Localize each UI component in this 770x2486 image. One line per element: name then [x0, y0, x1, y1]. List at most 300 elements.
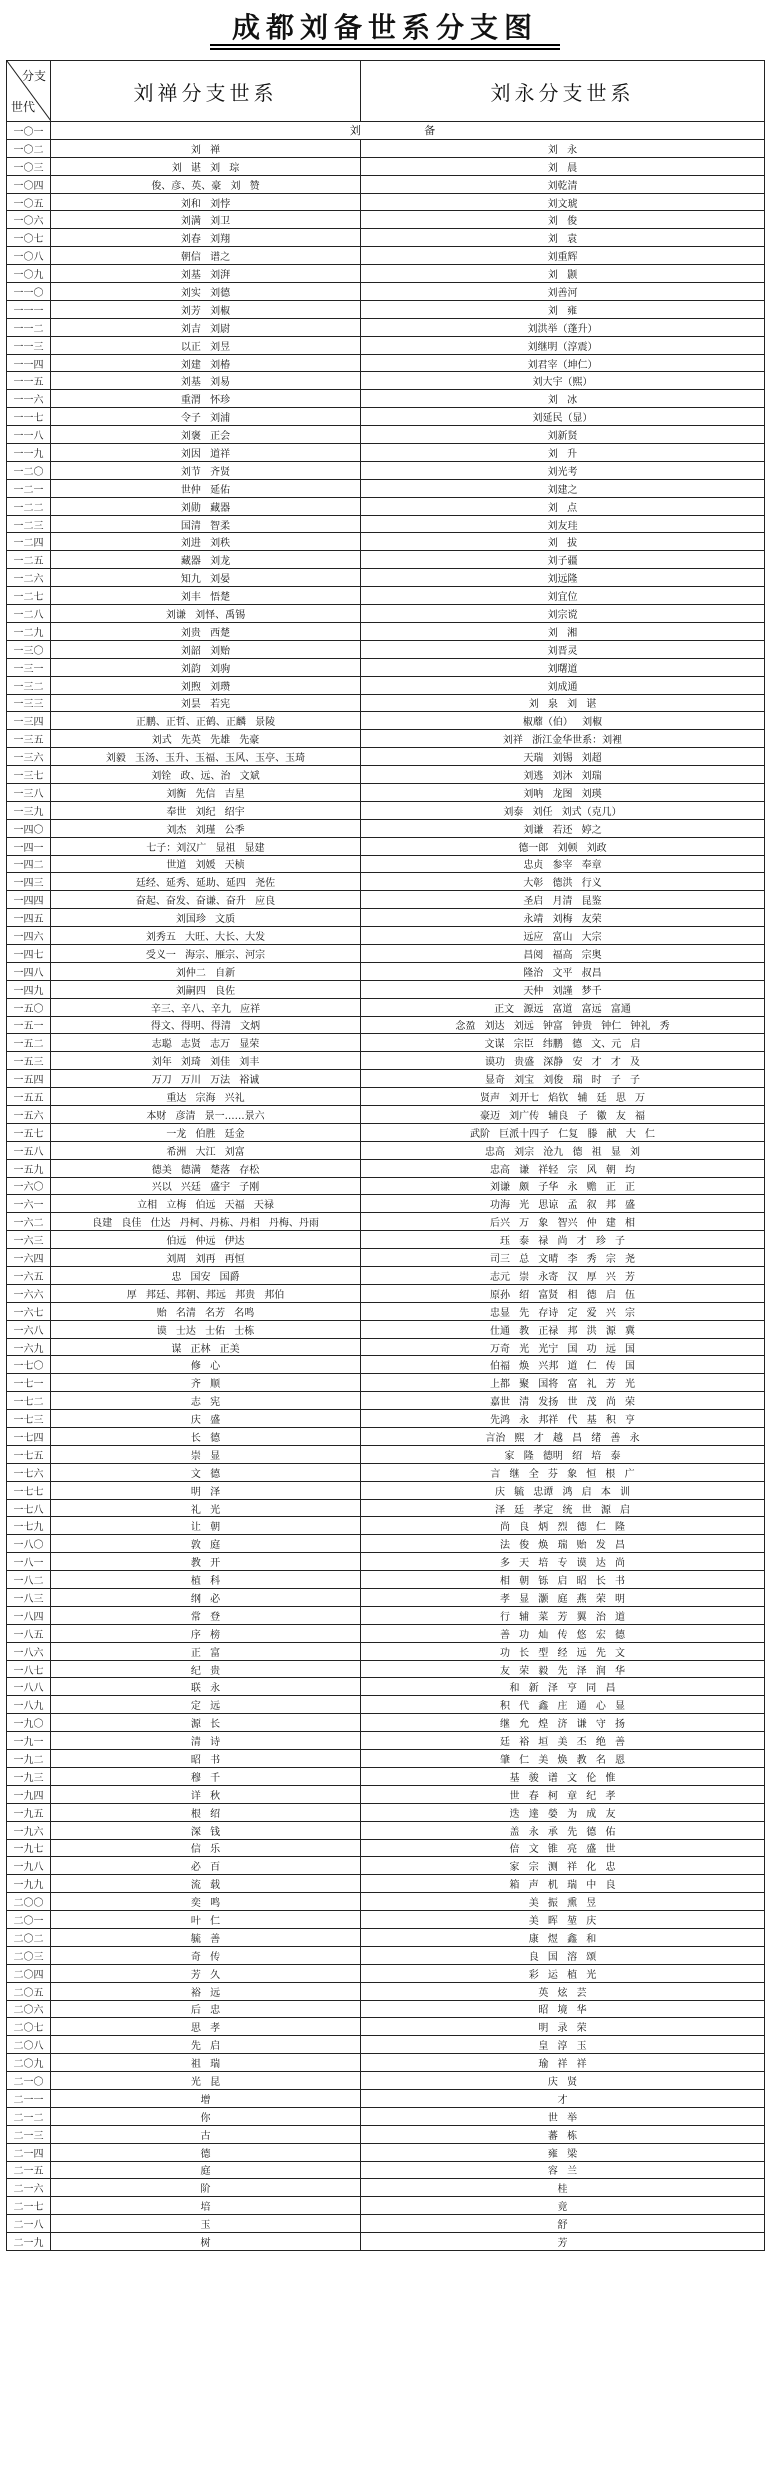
generation-number: 一五四	[7, 1070, 51, 1088]
generation-row	[7, 122, 765, 140]
generation-number: 一四四	[7, 891, 51, 909]
generation-row	[7, 193, 765, 211]
liu-shan-branch-cell: 联 永	[51, 1678, 361, 1696]
page-title: 成都刘备世系分支图	[231, 11, 538, 44]
liu-yong-branch-cell: 刘祥 浙江金华世系：刘裡	[361, 730, 765, 748]
liu-shan-branch-cell: 刘和 刘悖	[51, 193, 361, 211]
generation-row	[7, 1946, 765, 1964]
generation-number: 一六五	[7, 1267, 51, 1285]
liu-shan-branch-cell: 毓 善	[51, 1928, 361, 1946]
liu-shan-branch-cell: 刘满 刘卫	[51, 211, 361, 229]
generation-number: 二〇三	[7, 1946, 51, 1964]
generation-number: 一一九	[7, 444, 51, 462]
liu-yong-branch-cell: 言治 熙 才 越 昌 绪 善 永	[361, 1428, 765, 1446]
liu-shan-branch-cell: 俊、彦、英、豪 刘 赞	[51, 175, 361, 193]
generation-number: 二一八	[7, 2215, 51, 2233]
generation-number: 一二六	[7, 569, 51, 587]
generation-number: 一六二	[7, 1213, 51, 1231]
generation-number: 一六七	[7, 1302, 51, 1320]
liu-shan-branch-cell: 刘煦 刘瓒	[51, 676, 361, 694]
generation-row	[7, 1678, 765, 1696]
liu-yong-branch-cell: 才	[361, 2089, 765, 2107]
liu-shan-branch-cell: 刘贵 西楚	[51, 622, 361, 640]
liu-yong-branch-cell: 家 隆 德明 绍 培 泰	[361, 1445, 765, 1463]
liu-yong-branch-cell: 英 炫 芸	[361, 1982, 765, 2000]
liu-shan-branch-cell: 纲 必	[51, 1589, 361, 1607]
liu-yong-branch-cell: 万奇 光 光宁 国 功 远 国	[361, 1338, 765, 1356]
liu-shan-branch-cell: 重达 宗海 兴礼	[51, 1088, 361, 1106]
generation-number: 一七九	[7, 1517, 51, 1535]
liu-yong-branch-cell: 刘 晨	[361, 157, 765, 175]
liu-yong-branch-cell: 仕通 教 正禄 邦 洪 源 冀	[361, 1320, 765, 1338]
generation-row	[7, 1660, 765, 1678]
generation-row	[7, 998, 765, 1016]
liu-shan-branch-cell: 厚 邦廷、邦朝、邦远 邦贵 邦伯	[51, 1284, 361, 1302]
generation-row	[7, 658, 765, 676]
liu-yong-branch-cell: 正文 源远 富道 富远 富通	[361, 998, 765, 1016]
generation-row	[7, 1284, 765, 1302]
generation-row	[7, 891, 765, 909]
liu-yong-branch-cell: 司三 总 文晴 李 秀 宗 尧	[361, 1249, 765, 1267]
generation-row	[7, 605, 765, 623]
liu-yong-branch-cell: 后兴 万 象 智兴 仲 建 相	[361, 1213, 765, 1231]
liu-shan-branch-cell: 古	[51, 2125, 361, 2143]
liu-yong-branch-cell: 刘 俊	[361, 211, 765, 229]
liu-shan-branch-cell: 刘年 刘琦 刘佳 刘丰	[51, 1052, 361, 1070]
liu-yong-branch-cell: 圣启 月清 昆鉴	[361, 891, 765, 909]
generation-number: 一五一	[7, 1016, 51, 1034]
generation-number: 一一四	[7, 354, 51, 372]
liu-shan-branch-cell: 刘因 道祥	[51, 444, 361, 462]
generation-row	[7, 766, 765, 784]
liu-yong-branch-cell: 刘君宰（坤仁）	[361, 354, 765, 372]
generation-row	[7, 247, 765, 265]
liu-shan-branch-cell: 昭 书	[51, 1750, 361, 1768]
liu-yong-branch-cell: 康 煜 鑫 和	[361, 1928, 765, 1946]
generation-number: 二〇九	[7, 2054, 51, 2072]
generation-number: 一三〇	[7, 640, 51, 658]
liu-yong-branch-cell: 桂	[361, 2179, 765, 2197]
liu-yong-branch-cell: 友 荣 毅 先 泽 润 华	[361, 1660, 765, 1678]
generation-number: 一二七	[7, 587, 51, 605]
generation-row	[7, 1267, 765, 1285]
liu-yong-branch-cell: 刘成通	[361, 676, 765, 694]
generation-number: 二一五	[7, 2161, 51, 2179]
generation-row	[7, 1481, 765, 1499]
generation-number: 一五五	[7, 1088, 51, 1106]
generation-number: 二〇五	[7, 1982, 51, 2000]
liu-shan-branch-cell: 树	[51, 2233, 361, 2251]
liu-yong-branch-cell: 刘逃 刘沐 刘瑞	[361, 766, 765, 784]
generation-number: 一八四	[7, 1606, 51, 1624]
liu-shan-branch-cell: 世道 刘媛 天桢	[51, 855, 361, 873]
generation-number: 二〇一	[7, 1911, 51, 1929]
generation-number: 二一六	[7, 2179, 51, 2197]
generation-row	[7, 318, 765, 336]
liu-yong-branch-cell: 谟功 贵盛 深静 安 才 才 及	[361, 1052, 765, 1070]
liu-yong-branch-cell: 珏 泰 禄 尚 才 珍 子	[361, 1231, 765, 1249]
generation-row	[7, 533, 765, 551]
liu-shan-branch-cell: 刘丰 悟楚	[51, 587, 361, 605]
liu-yong-branch-cell: 刘 颢	[361, 265, 765, 283]
generation-row	[7, 1428, 765, 1446]
generation-number: 一二八	[7, 605, 51, 623]
liu-shan-branch-cell: 刘周 刘再 再恒	[51, 1249, 361, 1267]
liu-yong-branch-cell: 刘建之	[361, 479, 765, 497]
liu-yong-branch-cell: 芳	[361, 2233, 765, 2251]
liu-yong-branch-cell: 忠高 谦 祥轻 宗 风 朝 均	[361, 1159, 765, 1177]
liu-yong-branch-cell: 嘉世 清 发扬 世 茂 尚 荣	[361, 1392, 765, 1410]
liu-shan-branch-cell: 增	[51, 2089, 361, 2107]
generation-row	[7, 1123, 765, 1141]
generation-number: 一四七	[7, 944, 51, 962]
generation-number: 一三三	[7, 694, 51, 712]
generation-row	[7, 640, 765, 658]
liu-shan-branch-cell: 德	[51, 2143, 361, 2161]
liu-shan-branch-cell: 让 朝	[51, 1517, 361, 1535]
liu-shan-branch-cell: 文 德	[51, 1463, 361, 1481]
generation-row	[7, 748, 765, 766]
generation-number: 一二一	[7, 479, 51, 497]
liu-yong-branch-cell: 刘善河	[361, 283, 765, 301]
liu-yong-branch-cell: 刘泰 刘任 刘式（克几）	[361, 801, 765, 819]
generation-number: 二一四	[7, 2143, 51, 2161]
liu-shan-branch-cell: 万刀 万川 万法 裕诚	[51, 1070, 361, 1088]
generation-row	[7, 1302, 765, 1320]
generation-number: 一一六	[7, 390, 51, 408]
liu-yong-branch-cell: 箱 声 机 瑞 中 良	[361, 1875, 765, 1893]
generation-row	[7, 2161, 765, 2179]
generation-row	[7, 551, 765, 569]
liu-shan-branch-cell: 刘国珍 文质	[51, 909, 361, 927]
generation-row	[7, 2197, 765, 2215]
liu-yong-branch-cell: 竟	[361, 2197, 765, 2215]
liu-yong-branch-cell: 刘光考	[361, 461, 765, 479]
liu-yong-branch-cell: 昌阅 福高 宗奥	[361, 944, 765, 962]
generation-number: 一八三	[7, 1589, 51, 1607]
generation-row	[7, 1875, 765, 1893]
generation-row	[7, 1803, 765, 1821]
generation-number: 一九一	[7, 1732, 51, 1750]
generation-number: 一四二	[7, 855, 51, 873]
generation-number: 一七六	[7, 1463, 51, 1481]
generation-number: 一一〇	[7, 283, 51, 301]
liu-yong-branch-cell: 蕃 栋	[361, 2125, 765, 2143]
generation-number: 一七三	[7, 1410, 51, 1428]
liu-yong-branch-cell: 刘子疆	[361, 551, 765, 569]
liu-yong-branch-cell: 容 兰	[361, 2161, 765, 2179]
liu-shan-branch-cell: 芳 久	[51, 1964, 361, 1982]
generation-number: 一一五	[7, 372, 51, 390]
liu-shan-branch-cell: 刘 禅	[51, 139, 361, 157]
liu-shan-branch-cell: 源 长	[51, 1714, 361, 1732]
liu-shan-branch-cell: 定 远	[51, 1696, 361, 1714]
liu-yong-branch-cell: 大彰 德洪 行义	[361, 873, 765, 891]
generation-row	[7, 175, 765, 193]
generation-number: 一三七	[7, 766, 51, 784]
generation-number: 一五九	[7, 1159, 51, 1177]
generation-number: 二〇二	[7, 1928, 51, 1946]
generation-row	[7, 2107, 765, 2125]
generation-number: 一二九	[7, 622, 51, 640]
generation-row	[7, 1714, 765, 1732]
liu-yong-branch-cell: 刘 升	[361, 444, 765, 462]
liu-yong-branch-cell: 肇 仁 美 焕 教 名 恩	[361, 1750, 765, 1768]
generation-number: 二一三	[7, 2125, 51, 2143]
generation-number: 一二二	[7, 497, 51, 515]
generation-number: 一三六	[7, 748, 51, 766]
generation-number: 二〇八	[7, 2036, 51, 2054]
generation-row	[7, 515, 765, 533]
liu-yong-branch-cell: 家 宗 测 祥 化 忠	[361, 1857, 765, 1875]
liu-shan-branch-cell: 刘韶 刘贻	[51, 640, 361, 658]
liu-yong-branch-cell: 刘谦 颇 子华 永 赡 正 正	[361, 1177, 765, 1195]
liu-yong-branch-cell: 多 天 培 专 谟 达 尚	[361, 1553, 765, 1571]
liu-shan-branch-cell: 玉	[51, 2215, 361, 2233]
generation-number: 一四〇	[7, 819, 51, 837]
generation-number: 一七二	[7, 1392, 51, 1410]
liu-shan-branch-cell: 谟 士达 士佑 士栋	[51, 1320, 361, 1338]
liu-shan-branch-cell: 刘秀五 大旺、大长、大发	[51, 927, 361, 945]
liu-shan-branch-cell: 奇 传	[51, 1946, 361, 1964]
liu-shan-branch-cell: 刘杰 刘瑾 公季	[51, 819, 361, 837]
liu-shan-branch-cell: 穆 千	[51, 1767, 361, 1785]
liu-shan-branch-cell: 齐 顺	[51, 1374, 361, 1392]
liu-yong-branch-cell: 伯福 焕 兴邦 道 仁 传 国	[361, 1356, 765, 1374]
ancestor-cell: 刘 备	[51, 122, 765, 140]
liu-yong-branch-cell: 刘 永	[361, 139, 765, 157]
liu-shan-branch-cell: 刘昙 若宪	[51, 694, 361, 712]
liu-yong-branch-cell: 刘文琥	[361, 193, 765, 211]
generation-row	[7, 1213, 765, 1231]
generation-row	[7, 1911, 765, 1929]
liu-yong-branch-cell: 先鸿 永 邦祥 代 基 积 亨	[361, 1410, 765, 1428]
generation-row	[7, 1356, 765, 1374]
liu-yong-branch-cell: 刘重辉	[361, 247, 765, 265]
liu-yong-branch-cell: 舒	[361, 2215, 765, 2233]
liu-yong-branch-cell: 隆治 文平 叔昌	[361, 962, 765, 980]
generation-row	[7, 1767, 765, 1785]
generation-row	[7, 1517, 765, 1535]
generation-number: 一〇八	[7, 247, 51, 265]
generation-row	[7, 1445, 765, 1463]
liu-shan-branch-cell: 崇 显	[51, 1445, 361, 1463]
generation-number: 一六〇	[7, 1177, 51, 1195]
liu-shan-branch-cell: 德美 德满 楚落 存松	[51, 1159, 361, 1177]
generation-row	[7, 2000, 765, 2018]
liu-yong-branch-cell: 天瑞 刘锡 刘超	[361, 748, 765, 766]
liu-shan-branch-cell: 良建 良佳 仕达 丹柯、丹栋、丹相 丹梅、丹雨	[51, 1213, 361, 1231]
generation-row	[7, 1338, 765, 1356]
liu-yong-branch-cell: 文谋 宗臣 纬鹏 德 文、元 启	[361, 1034, 765, 1052]
generation-row	[7, 1410, 765, 1428]
liu-shan-branch-cell: 奉世 刘纪 绍宇	[51, 801, 361, 819]
generation-row	[7, 1463, 765, 1481]
liu-yong-branch-cell: 尚 良 炳 烈 德 仁 隆	[361, 1517, 765, 1535]
generation-row	[7, 569, 765, 587]
liu-shan-branch-cell: 希洲 大江 刘富	[51, 1141, 361, 1159]
generation-number: 一六四	[7, 1249, 51, 1267]
liu-yong-branch-cell: 基 骏 谱 文 伦 惟	[361, 1767, 765, 1785]
generation-number: 一九九	[7, 1875, 51, 1893]
generation-row	[7, 2233, 765, 2251]
generation-row	[7, 1964, 765, 1982]
liu-yong-branch-cell: 盖 永 承 先 德 佑	[361, 1821, 765, 1839]
generation-number: 一八七	[7, 1660, 51, 1678]
generation-row	[7, 1606, 765, 1624]
corner-branch-label: 分支	[21, 69, 46, 83]
liu-shan-branch-cell: 教 开	[51, 1553, 361, 1571]
liu-yong-branch-cell: 刘宜位	[361, 587, 765, 605]
generation-row	[7, 1195, 765, 1213]
generation-row	[7, 2125, 765, 2143]
liu-yong-branch-cell: 忠高 刘宗 沧九 德 祖 显 刘	[361, 1141, 765, 1159]
generation-number: 一一八	[7, 426, 51, 444]
liu-shan-branch-cell: 根 绍	[51, 1803, 361, 1821]
generation-row	[7, 2215, 765, 2233]
liu-shan-branch-cell: 奕 鸣	[51, 1893, 361, 1911]
generation-row	[7, 1392, 765, 1410]
liu-shan-branch-cell: 刘嗣四 良佐	[51, 980, 361, 998]
liu-yong-branch-cell: 孝 显 灏 庭 燕 荣 明	[361, 1589, 765, 1607]
generation-number: 一〇五	[7, 193, 51, 211]
liu-shan-branch-cell: 得文、得明、得清 文炳	[51, 1016, 361, 1034]
generation-number: 二一七	[7, 2197, 51, 2215]
generation-row	[7, 1016, 765, 1034]
liu-yong-branch-cell: 上都 聚 国将 富 礼 芳 光	[361, 1374, 765, 1392]
generation-number: 二一二	[7, 2107, 51, 2125]
corner-generation-label: 世代	[11, 100, 36, 114]
liu-yong-branch-cell: 世 举	[361, 2107, 765, 2125]
liu-shan-branch-cell: 刘节 齐贤	[51, 461, 361, 479]
generation-row	[7, 2036, 765, 2054]
liu-shan-branch-cell: 刘 谌 刘 琮	[51, 157, 361, 175]
generation-number: 一〇四	[7, 175, 51, 193]
generation-row	[7, 837, 765, 855]
liu-shan-branch-cell: 世仲 延佑	[51, 479, 361, 497]
generation-row	[7, 1696, 765, 1714]
generation-row	[7, 962, 765, 980]
liu-shan-branch-cell: 你	[51, 2107, 361, 2125]
generation-row	[7, 1499, 765, 1517]
generation-number: 一三四	[7, 712, 51, 730]
liu-shan-branch-cell: 刘建 刘椿	[51, 354, 361, 372]
liu-yong-branch-cell: 行 辅 菜 芳 翼 治 道	[361, 1606, 765, 1624]
generation-number: 一二〇	[7, 461, 51, 479]
generation-row	[7, 1249, 765, 1267]
liu-shan-branch-cell: 贻 名清 名芳 名鸣	[51, 1302, 361, 1320]
generation-row	[7, 801, 765, 819]
generation-row	[7, 354, 765, 372]
generation-number: 一九三	[7, 1767, 51, 1785]
liu-shan-branch-cell: 修 心	[51, 1356, 361, 1374]
generation-row	[7, 408, 765, 426]
generation-number: 一一七	[7, 408, 51, 426]
liu-shan-branch-cell: 刘勋 藏器	[51, 497, 361, 515]
liu-shan-branch-cell: 先 启	[51, 2036, 361, 2054]
generation-row	[7, 676, 765, 694]
generation-row	[7, 461, 765, 479]
generation-row	[7, 1928, 765, 1946]
generation-number: 一九二	[7, 1750, 51, 1768]
liu-shan-branch-cell: 忠 国安 国爵	[51, 1267, 361, 1285]
generation-number: 一二四	[7, 533, 51, 551]
generation-number: 一七七	[7, 1481, 51, 1499]
generation-row	[7, 980, 765, 998]
liu-yong-branch-cell: 法 俊 焕 瑞 贻 发 昌	[361, 1535, 765, 1553]
generation-number: 一五七	[7, 1123, 51, 1141]
generation-row	[7, 927, 765, 945]
generation-row	[7, 1732, 765, 1750]
generation-row	[7, 1839, 765, 1857]
liu-shan-branch-cell: 志 宪	[51, 1392, 361, 1410]
liu-yong-branch-cell: 刘 点	[361, 497, 765, 515]
liu-yong-branch-cell: 刘大宇（熙）	[361, 372, 765, 390]
liu-yong-branch-cell: 忠贞 参宰 奉章	[361, 855, 765, 873]
generation-number: 一三九	[7, 801, 51, 819]
generation-number: 一四六	[7, 927, 51, 945]
generation-row	[7, 229, 765, 247]
generation-number: 一二五	[7, 551, 51, 569]
generation-number: 二〇〇	[7, 1893, 51, 1911]
generation-row	[7, 1553, 765, 1571]
liu-yong-branch-cell: 庆 贤	[361, 2072, 765, 2090]
generation-row	[7, 426, 765, 444]
liu-shan-branch-cell: 刘铨 政、远、治 文斌	[51, 766, 361, 784]
liu-shan-branch-cell: 藏器 刘龙	[51, 551, 361, 569]
generation-number: 一〇六	[7, 211, 51, 229]
liu-shan-branch-cell: 深 钱	[51, 1821, 361, 1839]
liu-shan-branch-cell: 庆 盛	[51, 1410, 361, 1428]
liu-shan-branch-cell: 礼 光	[51, 1499, 361, 1517]
liu-yong-branch-cell: 显奇 刘宝 刘俊 瑞 时 子 子	[361, 1070, 765, 1088]
generation-row	[7, 2143, 765, 2161]
liu-shan-branch-cell: 祖 瑞	[51, 2054, 361, 2072]
generation-row	[7, 2072, 765, 2090]
liu-shan-branch-cell: 清 诗	[51, 1732, 361, 1750]
generation-number: 一一三	[7, 336, 51, 354]
liu-yong-branch-cell: 刘呐 龙图 刘瑛	[361, 783, 765, 801]
liu-shan-branch-cell: 刘进 刘秩	[51, 533, 361, 551]
liu-yong-branch-cell: 美 晖 堃 庆	[361, 1911, 765, 1929]
liu-shan-branch-cell: 刘式 先英 先雄 先豪	[51, 730, 361, 748]
liu-shan-branch-cell: 裕 远	[51, 1982, 361, 2000]
column-header-liu-yong: 刘永分支世系	[361, 61, 765, 122]
generation-number: 一〇九	[7, 265, 51, 283]
liu-yong-branch-cell: 善 功 灿 传 悠 宏 德	[361, 1624, 765, 1642]
liu-shan-branch-cell: 刘仲二 自新	[51, 962, 361, 980]
generation-row	[7, 497, 765, 515]
generation-row	[7, 479, 765, 497]
liu-shan-branch-cell: 序 榜	[51, 1624, 361, 1642]
generation-number: 一五八	[7, 1141, 51, 1159]
liu-yong-branch-cell: 刘谦 若还 婷之	[361, 819, 765, 837]
liu-yong-branch-cell: 刘继明（淳震）	[361, 336, 765, 354]
liu-yong-branch-cell: 刘 拔	[361, 533, 765, 551]
liu-shan-branch-cell: 重渭 怀珍	[51, 390, 361, 408]
liu-yong-branch-cell: 良 国 溶 颂	[361, 1946, 765, 1964]
liu-shan-branch-cell: 长 德	[51, 1428, 361, 1446]
liu-shan-branch-cell: 培	[51, 2197, 361, 2215]
liu-shan-branch-cell: 必 百	[51, 1857, 361, 1875]
generation-number: 一六六	[7, 1284, 51, 1302]
generation-number: 二〇六	[7, 2000, 51, 2018]
generation-row	[7, 157, 765, 175]
generation-number: 一六一	[7, 1195, 51, 1213]
generation-number: 二一九	[7, 2233, 51, 2251]
column-header-liu-shan: 刘禅分支世系	[51, 61, 361, 122]
liu-shan-branch-cell: 敦 庭	[51, 1535, 361, 1553]
